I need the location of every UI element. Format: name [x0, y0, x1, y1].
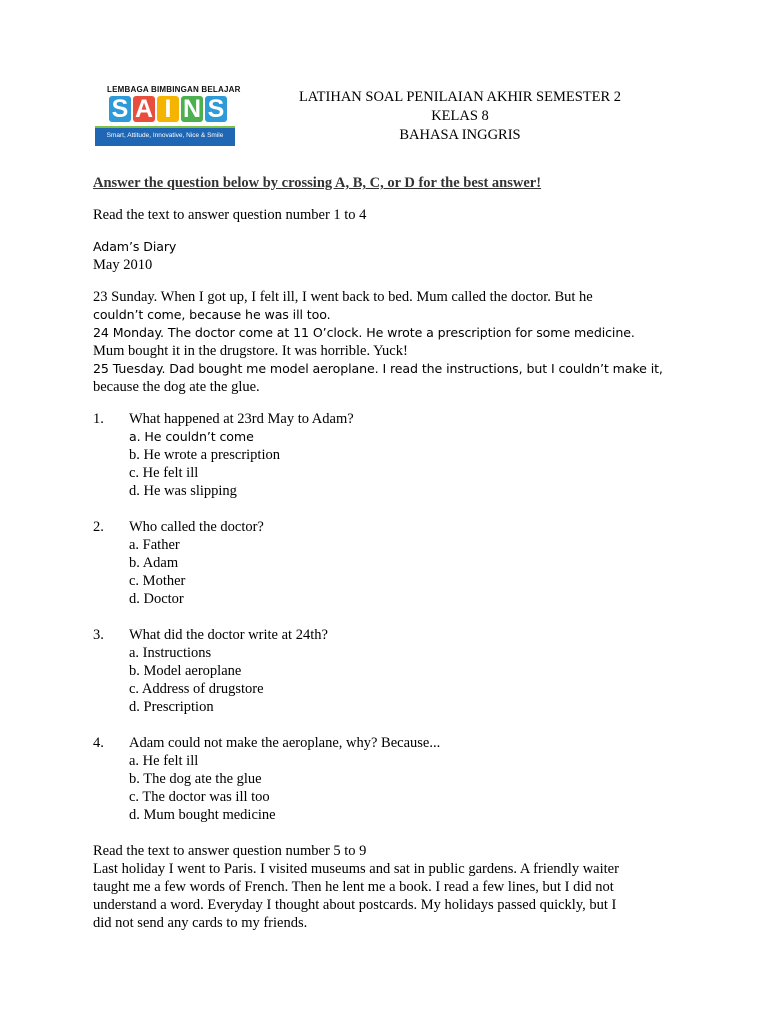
header-class: KELAS 8 [431, 108, 489, 124]
question-number: 4. [93, 735, 104, 751]
passage-line: Last holiday I went to Paris. I visited museums and sat in public gardens. A friendly waiter [93, 861, 619, 877]
document-body [93, 174, 693, 932]
header-title: LATIHAN SOAL PENILAIAN AKHIR SEMESTER 2 [298, 89, 622, 105]
question-number: 2. [93, 519, 104, 535]
question-2 [93, 518, 693, 608]
logo-letter: A [134, 95, 154, 123]
question-4 [93, 734, 693, 824]
diary-entry-line: 23 Sunday. When I got up, I felt ill, I went back to bed. Mum called the doctor. But he [93, 289, 593, 305]
logo-letter: N [182, 95, 202, 123]
answer-option[interactable]: b. He wrote a prescription [129, 447, 280, 463]
document-header [260, 88, 660, 145]
diary-title: Adam’s Diary [93, 239, 177, 254]
answer-option[interactable]: c. Mother [129, 573, 186, 589]
reading-passage-2 [93, 842, 693, 932]
answer-option[interactable]: c. He felt ill [129, 465, 199, 481]
answer-option[interactable]: d. Prescription [129, 699, 214, 715]
answer-option[interactable]: c. The doctor was ill too [129, 789, 270, 805]
section2-intro: Read the text to answer question number 5 to 9 [93, 843, 367, 859]
diary-entry-line: 25 Tuesday. Dad bought me model aeroplane. I read the instructions, but I couldn’t make it, [93, 361, 663, 376]
logo-top-text: LEMBAGA BIMBINGAN BELAJAR [107, 85, 241, 94]
logo-letter: S [205, 96, 227, 122]
logo-tagline: Smart, Attitude, Innovative, Nice & Smile [95, 126, 235, 146]
passage-line: understand a word. Everyday I thought about postcards. My holidays passed quickly, but I [93, 897, 617, 913]
header-subject: BAHASA INGGRIS [399, 127, 521, 143]
answer-option[interactable]: d. Doctor [129, 591, 184, 607]
diary-header [93, 238, 693, 274]
question-1 [93, 410, 693, 500]
answer-option[interactable]: b. The dog ate the glue [129, 771, 262, 787]
answer-option[interactable]: a. He couldn’t come [129, 429, 254, 444]
diary-entry-line: 24 Monday. The doctor come at 11 O’clock. He wrote a prescription for some medicine. [93, 325, 635, 340]
answer-option[interactable]: d. Mum bought medicine [129, 807, 276, 823]
passage-line: taught me a few words of French. Then he lent me a book. I read a few lines, but I did not [93, 879, 614, 895]
answer-option[interactable]: b. Model aeroplane [129, 663, 242, 679]
answer-option[interactable]: c. Address of drugstore [129, 681, 264, 697]
question-text: Who called the doctor? [129, 519, 264, 535]
section1-intro: Read the text to answer question number 1 to 4 [93, 207, 367, 223]
passage-line: did not send any cards to my friends. [93, 915, 308, 931]
diary-entry-line: Mum bought it in the drugstore. It was horrible. Yuck! [93, 343, 408, 359]
diary-date: May 2010 [93, 257, 153, 273]
question-text: What did the doctor write at 24th? [129, 627, 328, 643]
diary-entry-line: couldn’t come, because he was ill too. [93, 307, 331, 322]
sains-logo [95, 85, 241, 147]
question-text: Adam could not make the aeroplane, why? Because... [129, 735, 441, 751]
answer-option[interactable]: a. He felt ill [129, 753, 199, 769]
answer-option[interactable]: a. Father [129, 537, 180, 553]
diary-entries [93, 288, 693, 396]
answer-option[interactable]: b. Adam [129, 555, 179, 571]
question-number: 3. [93, 627, 104, 643]
diary-entry-line: because the dog ate the glue. [93, 379, 260, 395]
logo-letter: I [157, 96, 179, 122]
question-3 [93, 626, 693, 716]
logo-wordmark [109, 96, 227, 122]
question-text: What happened at 23rd May to Adam? [129, 411, 354, 427]
answer-option[interactable]: d. He was slipping [129, 483, 237, 499]
answer-option[interactable]: a. Instructions [129, 645, 212, 661]
logo-letter: S [109, 96, 131, 122]
instruction-text: Answer the question below by crossing A, B, C, or D for the best answer! [93, 175, 542, 191]
question-number: 1. [93, 411, 104, 427]
